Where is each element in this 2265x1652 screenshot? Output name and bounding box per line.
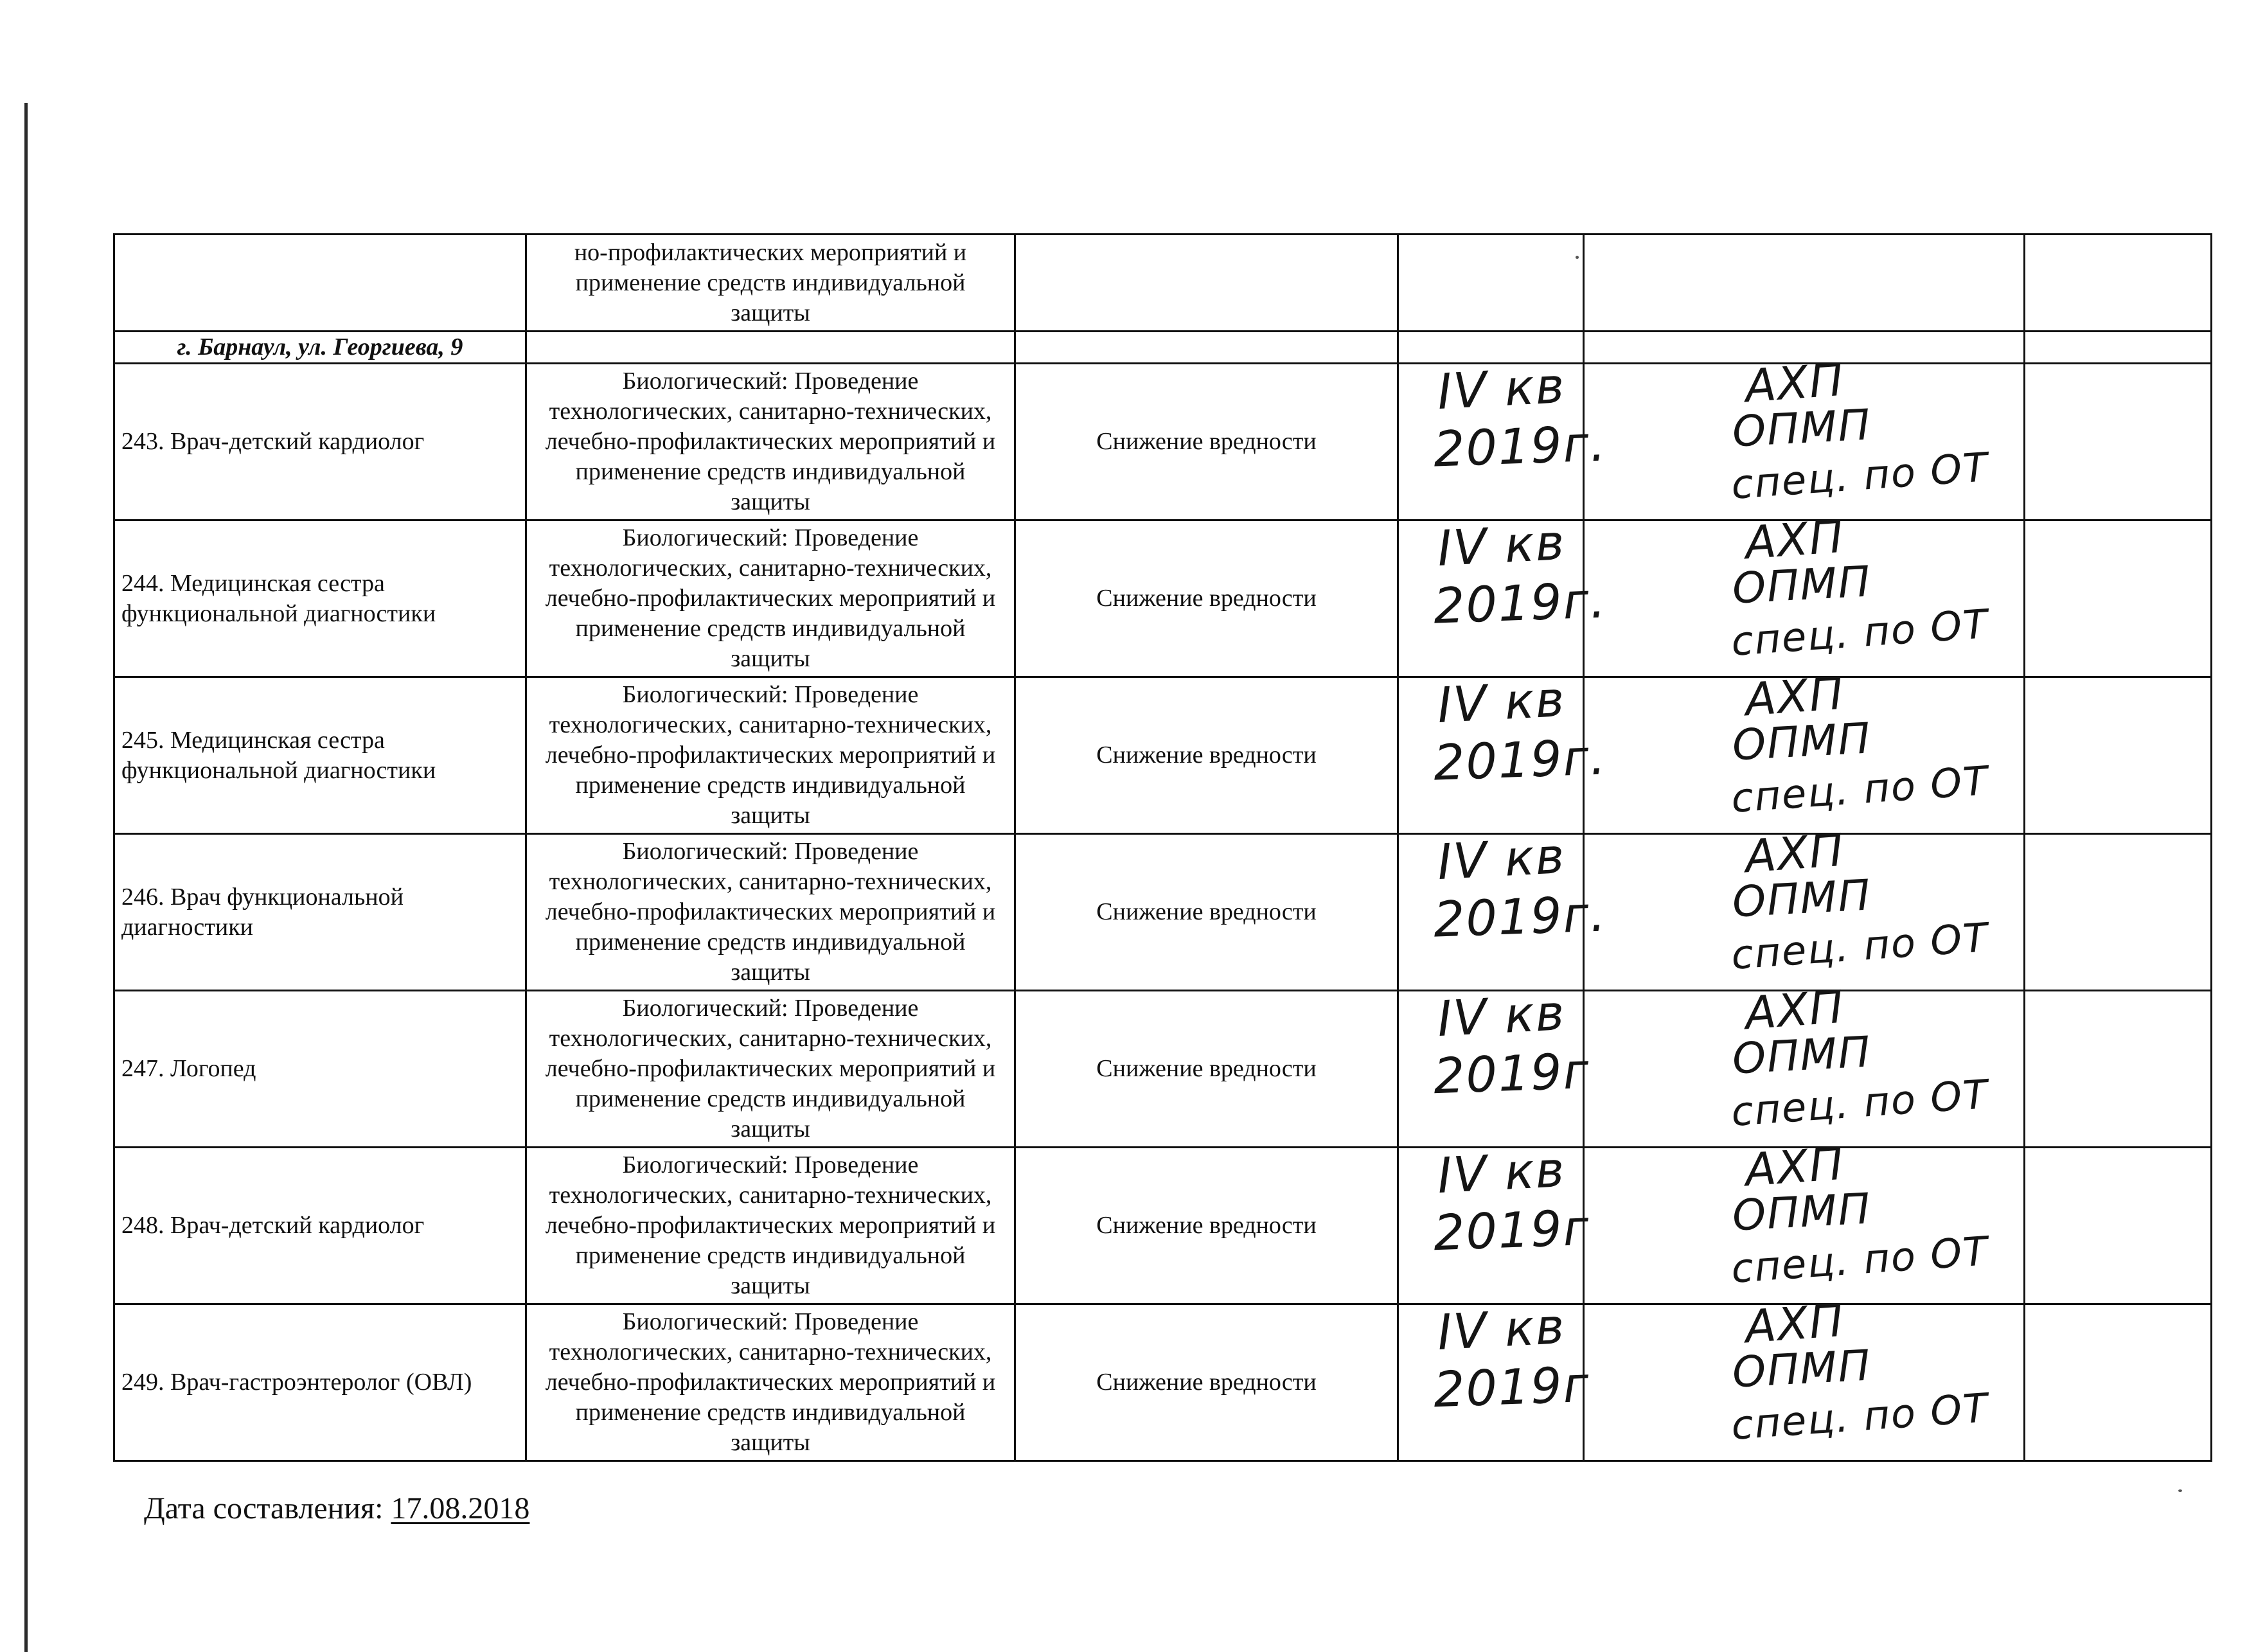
table-row	[114, 520, 2212, 677]
responsible-line-2: ОПМП	[1731, 1027, 1873, 1084]
responsible-line-2: ОПМП	[1731, 713, 1873, 770]
term-handwritten	[1398, 983, 1591, 1148]
note-cell	[2025, 364, 2212, 520]
position-name: 249. Врач-гастроэнтеролог (ОВЛ)	[114, 1304, 526, 1461]
note-cell	[2025, 1304, 2212, 1461]
responsible-line-3: спец. по ОТ	[1729, 1227, 1991, 1292]
term-line-2: 2019г	[1432, 1042, 1591, 1105]
position-name: 247. Логопед	[114, 991, 526, 1148]
responsible-line-3: спец. по ОТ	[1729, 757, 1991, 822]
responsible-handwritten	[1584, 353, 2025, 520]
table-row	[114, 364, 2212, 520]
term-line-1: IV кв	[1435, 1140, 1567, 1205]
goal-text: Снижение вредности	[1015, 991, 1398, 1148]
responsible-line-1: АХП	[1743, 510, 1847, 570]
term-line-1: IV кв	[1435, 826, 1567, 891]
term-line-2: 2019г.	[1432, 885, 1608, 948]
note-cell	[2025, 1148, 2212, 1304]
position-name: 248. Врач-детский кардиолог	[114, 1148, 526, 1304]
term-handwritten	[1398, 1140, 1591, 1304]
term-handwritten	[1398, 826, 1608, 991]
goal-text: Снижение вредности	[1015, 520, 1398, 677]
responsible-line-2: ОПМП	[1731, 400, 1873, 457]
date-label: Дата составления:	[144, 1491, 384, 1525]
term-line-1: IV кв	[1435, 983, 1567, 1048]
responsible-line-1: АХП	[1743, 1293, 1847, 1354]
note-cell	[2025, 520, 2212, 677]
term-line-1: IV кв	[1435, 670, 1567, 734]
term-line-1: IV кв	[1435, 513, 1567, 578]
table-row	[114, 677, 2212, 834]
responsible-handwritten	[1584, 823, 2025, 991]
responsible-cell	[1584, 235, 2025, 332]
scan-speck	[2178, 1489, 2182, 1492]
position-name: 245. Медицинская сестра функциональной диагностики	[114, 677, 526, 834]
goal-text: Снижение вредности	[1015, 1304, 1398, 1461]
goal-text: Снижение вредности	[1015, 834, 1398, 991]
term-cell	[1398, 235, 1584, 332]
measure-text: Биологический: Проведение технологических, санитарно-технических, лечебно-профилактических мероприятий и применение средств индивидуальной защиты	[526, 1304, 1015, 1461]
responsible-line-1: АХП	[1743, 666, 1847, 727]
position-name: 243. Врач-детский кардиолог	[114, 364, 526, 520]
measure-cell	[526, 332, 1015, 364]
note-cell	[2025, 332, 2212, 364]
term-handwritten	[1398, 356, 1608, 520]
responsible-handwritten	[1584, 510, 2025, 677]
responsible-line-1: АХП	[1743, 823, 1847, 884]
term-line-2: 2019г.	[1432, 571, 1608, 635]
table-row	[114, 834, 2212, 991]
term-line-2: 2019г	[1432, 1198, 1591, 1262]
responsible-line-3: спец. по ОТ	[1729, 1384, 1991, 1449]
address-row	[114, 332, 2212, 364]
responsible-line-3: спец. по ОТ	[1729, 443, 1991, 508]
measure-text: Биологический: Проведение технологических, санитарно-технических, лечебно-профилактических мероприятий и применение средств индивидуальной защиты	[526, 364, 1015, 520]
term-line-1: IV кв	[1435, 1297, 1567, 1362]
term-handwritten	[1398, 1297, 1591, 1461]
term-handwritten	[1398, 670, 1608, 834]
measure-cell: но-профилактических мероприятий и применение средств индивидуальной защиты	[526, 235, 1015, 332]
table-row	[114, 991, 2212, 1148]
measures-table	[113, 233, 2212, 1462]
position-name: 244. Медицинская сестра функциональной диагностики	[114, 520, 526, 677]
responsible-line-1: АХП	[1743, 1137, 1847, 1197]
measure-text: Биологический: Проведение технологических, санитарно-технических, лечебно-профилактических мероприятий и применение средств индивидуальной защиты	[526, 677, 1015, 834]
address-text: г. Барнаул, ул. Георгиева, 9	[114, 332, 526, 364]
responsible-line-3: спец. по ОТ	[1729, 600, 1991, 665]
note-cell	[2025, 991, 2212, 1148]
responsible-handwritten	[1584, 1137, 2025, 1304]
goal-text: Снижение вредности	[1015, 1148, 1398, 1304]
term-line-1: IV кв	[1435, 356, 1567, 421]
scan-margin-line	[24, 103, 28, 1652]
continuation-row	[114, 235, 2212, 332]
compilation-date	[144, 1491, 537, 1526]
responsible-line-1: АХП	[1743, 353, 1847, 413]
responsible-line-3: спец. по ОТ	[1729, 914, 1991, 979]
date-value: 17.08.2018	[391, 1491, 530, 1525]
measure-text: Биологический: Проведение технологических, санитарно-технических, лечебно-профилактических мероприятий и применение средств индивидуальной защиты	[526, 520, 1015, 677]
term-line-2: 2019г	[1432, 1355, 1591, 1419]
responsible-line-2: ОПМП	[1731, 1340, 1873, 1398]
note-cell	[2025, 834, 2212, 991]
responsible-line-2: ОПМП	[1731, 870, 1873, 927]
table-row	[114, 1148, 2212, 1304]
responsible-handwritten	[1584, 980, 2025, 1148]
measure-text: Биологический: Проведение технологических, санитарно-технических, лечебно-профилактических мероприятий и применение средств индивидуальной защиты	[526, 991, 1015, 1148]
goal-text: Снижение вредности	[1015, 677, 1398, 834]
term-line-2: 2019г.	[1432, 728, 1608, 792]
measure-text: Биологический: Проведение технологических, санитарно-технических, лечебно-профилактических мероприятий и применение средств индивидуальной защиты	[526, 1148, 1015, 1304]
position-name: 246. Врач функциональной диагностики	[114, 834, 526, 991]
goal-cell	[1015, 235, 1398, 332]
goal-text: Снижение вредности	[1015, 364, 1398, 520]
goal-cell	[1015, 332, 1398, 364]
responsible-line-1: АХП	[1743, 980, 1847, 1040]
responsible-line-3: спец. по ОТ	[1729, 1070, 1991, 1135]
responsible-handwritten	[1584, 666, 2025, 834]
term-line-2: 2019г.	[1432, 414, 1608, 478]
responsible-line-2: ОПМП	[1731, 1184, 1873, 1241]
name-cell	[114, 235, 526, 332]
responsible-line-2: ОПМП	[1731, 556, 1873, 614]
responsible-handwritten	[1584, 1293, 2025, 1461]
table-row	[114, 1304, 2212, 1461]
note-cell	[2025, 235, 2212, 332]
measure-text: Биологический: Проведение технологических, санитарно-технических, лечебно-профилактических мероприятий и применение средств индивидуальной защиты	[526, 834, 1015, 991]
note-cell	[2025, 677, 2212, 834]
term-handwritten	[1398, 513, 1608, 677]
